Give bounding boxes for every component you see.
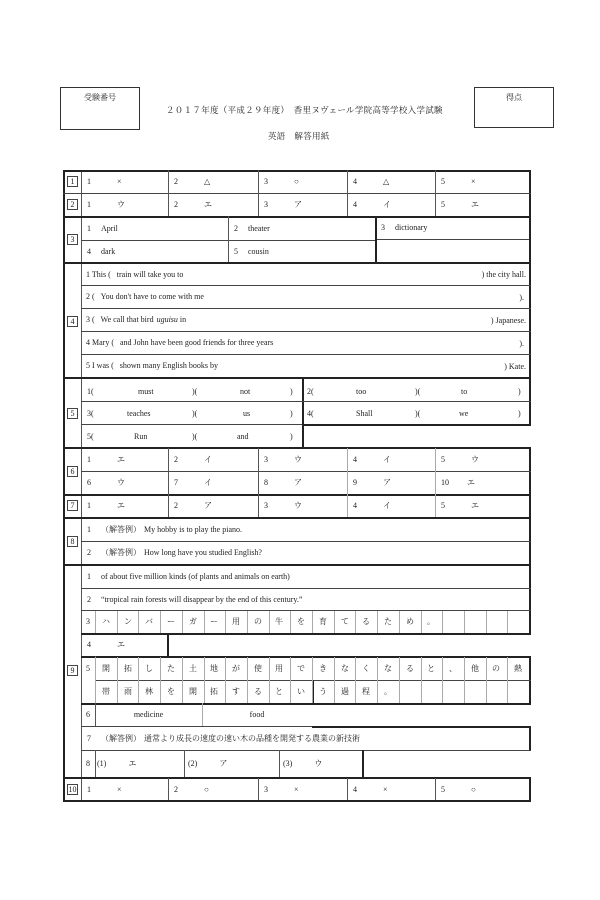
s10-item-2: 2 ○	[174, 784, 209, 794]
grid-char: 。	[384, 687, 392, 696]
s5-item-5-a1: Run	[134, 432, 148, 441]
s4-item-1-suffix: ) the city hall.	[481, 270, 526, 279]
grid-char: の	[254, 617, 262, 626]
s6-item-1: 1 エ	[87, 455, 125, 464]
s3-item-1: 1 April	[87, 223, 118, 233]
s2-item-3: 3 ア	[264, 200, 302, 209]
s5-paren: )	[290, 409, 293, 418]
grid-char: る	[362, 617, 370, 626]
s5-paren: )(	[192, 432, 198, 441]
s9-q3-num: 3	[86, 617, 90, 626]
s5-paren: )	[518, 387, 521, 396]
section-label-1: 1	[67, 176, 78, 187]
section-label-7: 7	[67, 500, 78, 511]
s7-item-4: 4 イ	[353, 501, 391, 510]
s2-item-4: 4 イ	[353, 200, 391, 209]
s10-item-5: 5 ○	[441, 784, 476, 794]
s5-item-3: 3(	[87, 409, 94, 418]
s6-item-5: 5 ウ	[441, 455, 479, 464]
s10-item-3: 3 ×	[264, 784, 299, 794]
section-label-4: 4	[67, 316, 78, 327]
grid-char: 熱	[514, 664, 522, 673]
s5-item-3-a1: teaches	[127, 409, 151, 418]
s4-item-4: 4 Mary ( and John have been good friends for three years	[86, 338, 274, 347]
s4-item-5-suffix: ) Kate.	[504, 362, 526, 371]
exam-number-label: 受験番号	[84, 93, 116, 102]
grid-char: 牛	[275, 617, 283, 626]
grid-char: い	[297, 687, 305, 696]
s9-q4: 4 エ	[87, 640, 125, 649]
s9-q8-num: 8	[86, 759, 90, 768]
grid-char: 用	[275, 664, 283, 673]
s6-item-10: 10 エ	[441, 478, 475, 487]
s5-paren: )(	[415, 409, 421, 418]
s1-item-5: 5 ×	[441, 177, 476, 186]
s5-item-4: 4(	[307, 409, 314, 418]
s6-item-4: 4 イ	[353, 455, 391, 464]
s9-q7: 7 （解答例） 通常より成長の速度の速い木の品種を開発する農業の新技術	[87, 733, 360, 743]
section-label-6: 6	[67, 466, 78, 477]
s3-item-4: 4 dark	[87, 246, 116, 256]
grid-char: め	[406, 617, 414, 626]
s6-item-8: 8 ア	[264, 478, 302, 487]
s5-paren: )	[290, 432, 293, 441]
s5-item-1: 1(	[87, 387, 94, 396]
s6-item-6: 6 ウ	[87, 478, 125, 487]
section-label-10: 10	[68, 785, 77, 794]
grid-char: が	[232, 664, 240, 673]
grid-char: 、	[449, 664, 457, 673]
s9-q8-item-2: (2) ア	[188, 759, 228, 768]
s5-item-4-a1: Shall	[356, 409, 373, 418]
s3-item-2: 2 theater	[234, 223, 270, 233]
s8-item-2: 2 （解答例） How long have you studied English?	[87, 548, 262, 557]
s5-item-5-a2: and	[237, 432, 249, 441]
s3-item-3: 3 dictionary	[381, 223, 428, 232]
s1-item-2: 2 △	[174, 177, 211, 186]
grid-char: の	[492, 664, 500, 673]
s5-item-2: 2(	[307, 387, 314, 396]
s9-q1: 1 of about five million kinds (of plants and animals on earth)	[87, 572, 290, 581]
grid-char: す	[232, 687, 240, 696]
grid-char: を	[167, 687, 175, 696]
s4-item-3-suffix: ) Japanese.	[490, 316, 526, 325]
s2-item-1: 1 ウ	[87, 200, 125, 209]
exam-number-box	[60, 87, 140, 130]
s6-item-9: 9 ア	[353, 478, 391, 487]
s10-item-1: 1 ×	[87, 784, 122, 794]
s9-q8-item-1: (1) エ	[97, 759, 137, 768]
s2-item-2: 2 エ	[174, 200, 212, 209]
grid-char: く	[362, 664, 370, 673]
grid-char: ハ	[102, 617, 110, 626]
s6-item-3: 3 ウ	[264, 455, 302, 464]
grid-char: 開	[102, 664, 110, 673]
grid-char: ン	[124, 617, 132, 626]
s9-q6-num: 6	[86, 710, 90, 719]
s9-q6-answer-2: food	[249, 710, 265, 719]
grid-char: 地	[210, 664, 218, 673]
s8-item-1: 1 （解答例） My hobby is to play the piano.	[87, 524, 242, 534]
s9-q2: 2 “tropical rain forests will disappear by the end of this century.”	[87, 594, 303, 604]
grid-char: た	[384, 617, 392, 626]
grid-char: 他	[471, 664, 479, 673]
s5-paren: )(	[415, 387, 421, 396]
grid-char: を	[297, 617, 305, 626]
s6-item-2: 2 イ	[174, 455, 212, 464]
grid-char: 帯	[102, 687, 110, 696]
s7-item-1: 1 エ	[87, 501, 125, 510]
s4-item-3: 3 ( We call that bird uguisu in	[86, 315, 187, 324]
s4-item-2-suffix: ).	[519, 293, 524, 302]
s5-item-2-a2: to	[461, 387, 468, 396]
score-box	[474, 87, 554, 128]
grid-char: 程	[362, 687, 370, 696]
grid-char: で	[297, 664, 305, 673]
s5-item-1-a2: not	[240, 387, 251, 396]
grid-char: 育	[319, 617, 327, 626]
s4-item-5: 5 I was ( shown many English books by	[86, 361, 219, 370]
s9-q6-answer-1: medicine	[133, 710, 164, 719]
s1-item-1: 1 ×	[87, 177, 122, 186]
s4-item-1: 1 This ( train will take you to	[86, 269, 184, 279]
s7-item-5: 5 エ	[441, 501, 479, 510]
section-label-8: 8	[67, 536, 78, 547]
grid-char: 雨	[124, 687, 132, 696]
grid-char: う	[319, 687, 327, 696]
grid-char: て	[341, 617, 349, 626]
s9-q8-item-3: (3) ウ	[283, 759, 323, 768]
grid-char: ー	[167, 617, 175, 626]
s1-item-4: 4 △	[353, 177, 390, 186]
s6-item-7: 7 イ	[174, 478, 212, 487]
grid-char: 土	[189, 664, 197, 673]
s7-item-2: 2 ア	[174, 501, 212, 510]
grid-char: な	[341, 664, 349, 673]
grid-char: バ	[145, 617, 153, 626]
page-subtitle: 英語 解答用紙	[268, 131, 330, 141]
grid-char: る	[254, 687, 262, 696]
section-label-2: 2	[67, 199, 78, 210]
s5-item-3-a2: us	[243, 409, 251, 418]
grid-char: 使	[254, 664, 262, 673]
grid-char: と	[275, 687, 283, 696]
grid-char: 林	[145, 687, 153, 696]
s1-item-3: 3 ○	[264, 177, 299, 186]
s4-item-4-suffix: ).	[519, 339, 524, 348]
grid-char: ガ	[189, 617, 197, 626]
s4-item-2: 2 ( You don't have to come with me	[86, 292, 204, 301]
grid-char: し	[145, 664, 153, 673]
s5-item-1-a1: must	[138, 387, 154, 396]
grid-char: 拓	[210, 687, 218, 696]
s5-item-4-a2: we	[459, 409, 469, 418]
grid-char: き	[319, 664, 327, 673]
s2-item-5: 5 エ	[441, 200, 479, 209]
s5-item-2-a1: too	[356, 387, 367, 396]
grid-char: た	[167, 664, 175, 673]
grid-char: 。	[427, 617, 435, 626]
grid-char: る	[406, 664, 414, 673]
section-label-5: 5	[67, 408, 78, 419]
section-label-3: 3	[67, 234, 78, 245]
grid-char: 用	[232, 617, 240, 626]
page-title: ２０１７年度（平成２９年度） 香里ヌヴェール学院高等学校入学試験	[166, 105, 443, 115]
grid-char: と	[427, 664, 435, 673]
section-label-9: 9	[67, 665, 78, 676]
grid-char: ー	[210, 617, 218, 626]
grid-char: な	[384, 664, 392, 673]
s5-paren: )	[518, 409, 521, 418]
s9-q5-num: 5	[86, 663, 90, 673]
grid-char: 拓	[124, 664, 132, 673]
s10-item-4: 4 ×	[353, 784, 388, 794]
grid-char: 過	[341, 687, 349, 696]
s5-paren: )	[290, 387, 293, 396]
score-label: 得点	[506, 93, 522, 102]
s7-item-3: 3 ウ	[264, 501, 302, 510]
s3-item-5: 5 cousin	[234, 246, 269, 256]
s5-paren: )(	[192, 387, 198, 396]
s5-paren: )(	[192, 409, 198, 418]
s5-item-5: 5(	[87, 432, 94, 441]
grid-char: 開	[189, 687, 197, 696]
